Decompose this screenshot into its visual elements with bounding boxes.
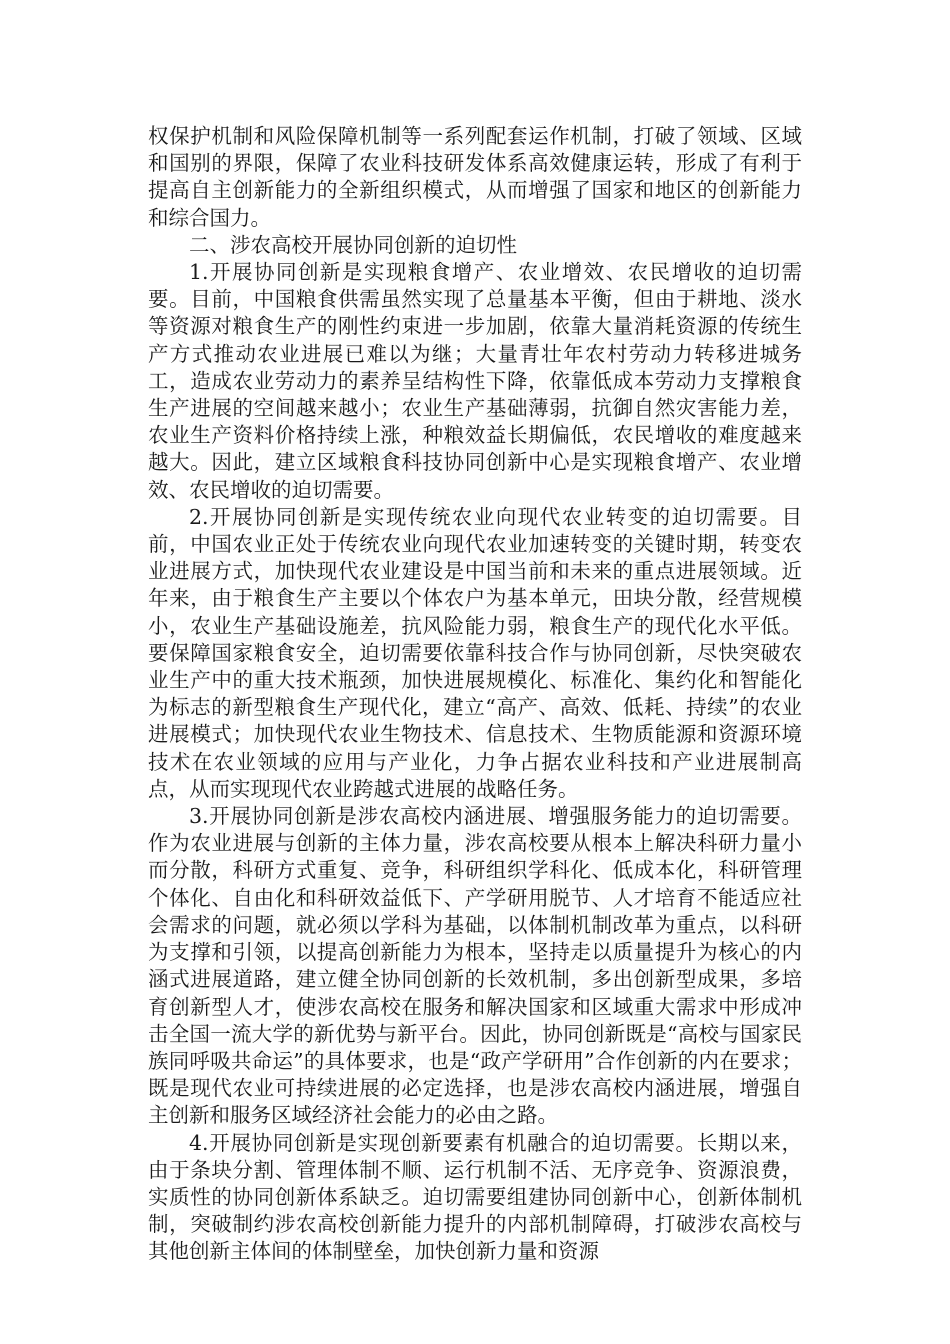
paragraph-point-3: 3.开展协同创新是涉农高校内涵进展、增强服务能力的迫切需要。作为农业进展与创新的主体力量，涉农高校要从根本上解决科研力量小而分散，科研方式重复、竞争，科研组织学科化、低成本化，科研管理个体化、自由化和科研效益低下、产学研用脱节、人才培育不能适应社会需求的问题，就必须以学科为基础，以体制机制改革为重点，以科研为支撑和引领，以提高创新能力为根本，坚持走以质量提升为核心的内涵式进展道路，建立健全协同创新的长效机制，多出创新型成果，多培育创新型人才，使涉农高校在服务和解决国家和区域重大需求中形成冲击全国一流大学的新优势与新平台。因此，协同创新既是“高校与国家民族同呼吸共命运”的具体要求，也是“政产学研用”合作创新的内在要求；既是现代农业可持续进展的必定选择，也是涉农高校内涵进展，增强自主创新和服务区域经济社会能力的必由之路。 [148, 804, 802, 1128]
section-heading: 二、涉农高校开展协同创新的迫切性 [189, 232, 517, 257]
paragraph-point-1: 1.开展协同创新是实现粮食增产、农业增效、农民增收的迫切需要。目前，中国粮食供需虽然实现了总量基本平衡，但由于耕地、淡水等资源对粮食生产的刚性约束进一步加剧，依靠大量消耗资源的传统生产方式推动农业进展已难以为继；大量青壮年农村劳动力转移进城务工，造成农业劳动力的素养呈结构性下降，依靠低成本劳动力支撑粮食生产进展的空间越来越小；农业生产基础薄弱，抗御自然灾害能力差，农业生产资料价格持续上涨，种粮效益长期偏低，农民增收的难度越来越大。因此，建立区域粮食科技协同创新中心是实现粮食增产、农业增效、农民增收的迫切需要。 [148, 260, 802, 502]
paragraph-continuation: 权保护机制和风险保障机制等一系列配套运作机制，打破了领域、区域和国别的界限，保障了农业科技研发体系高效健康运转，形成了有利于提高自主创新能力的全新组织模式，从而增强了国家和地区的创新能力和综合国力。 [148, 124, 802, 230]
paragraph-point-2: 2.开展协同创新是实现传统农业向现代农业转变的迫切需要。目前，中国农业正处于传统农业向现代农业加速转变的关键时期，转变农业进展方式，加快现代农业建设是中国当前和未来的重点进展领域。近年来，由于粮食生产主要以个体农户为基本单元，田块分散，经营规模小，农业生产基础设施差，抗风险能力弱，粮食生产的现代化水平低。要保障国家粮食安全，迫切需要依靠科技合作与协同创新，尽快突破农业生产中的重大技术瓶颈，加快进展规模化、标准化、集约化和智能化为标志的新型粮食生产现代化，建立“高产、高效、低耗、持续”的农业进展模式；加快现代农业生物技术、信息技术、生物质能源和资源环境技术在农业领域的应用与产业化，力争占据农业科技和产业进展制高点，从而实现现代农业跨越式进展的战略任务。 [148, 504, 802, 801]
document-page [148, 123, 802, 1266]
paragraph-point-4: 4.开展协同创新是实现创新要素有机融合的迫切需要。长期以来，由于条块分割、管理体制不顺、运行机制不活、无序竞争、资源浪费，实质性的协同创新体系缺乏。迫切需要组建协同创新中心，创新体制机制，突破制约涉农高校创新能力提升的内部机制障碍，打破涉农高校与其他创新主体间的体制壁垒，加快创新力量和资源 [148, 1130, 802, 1264]
